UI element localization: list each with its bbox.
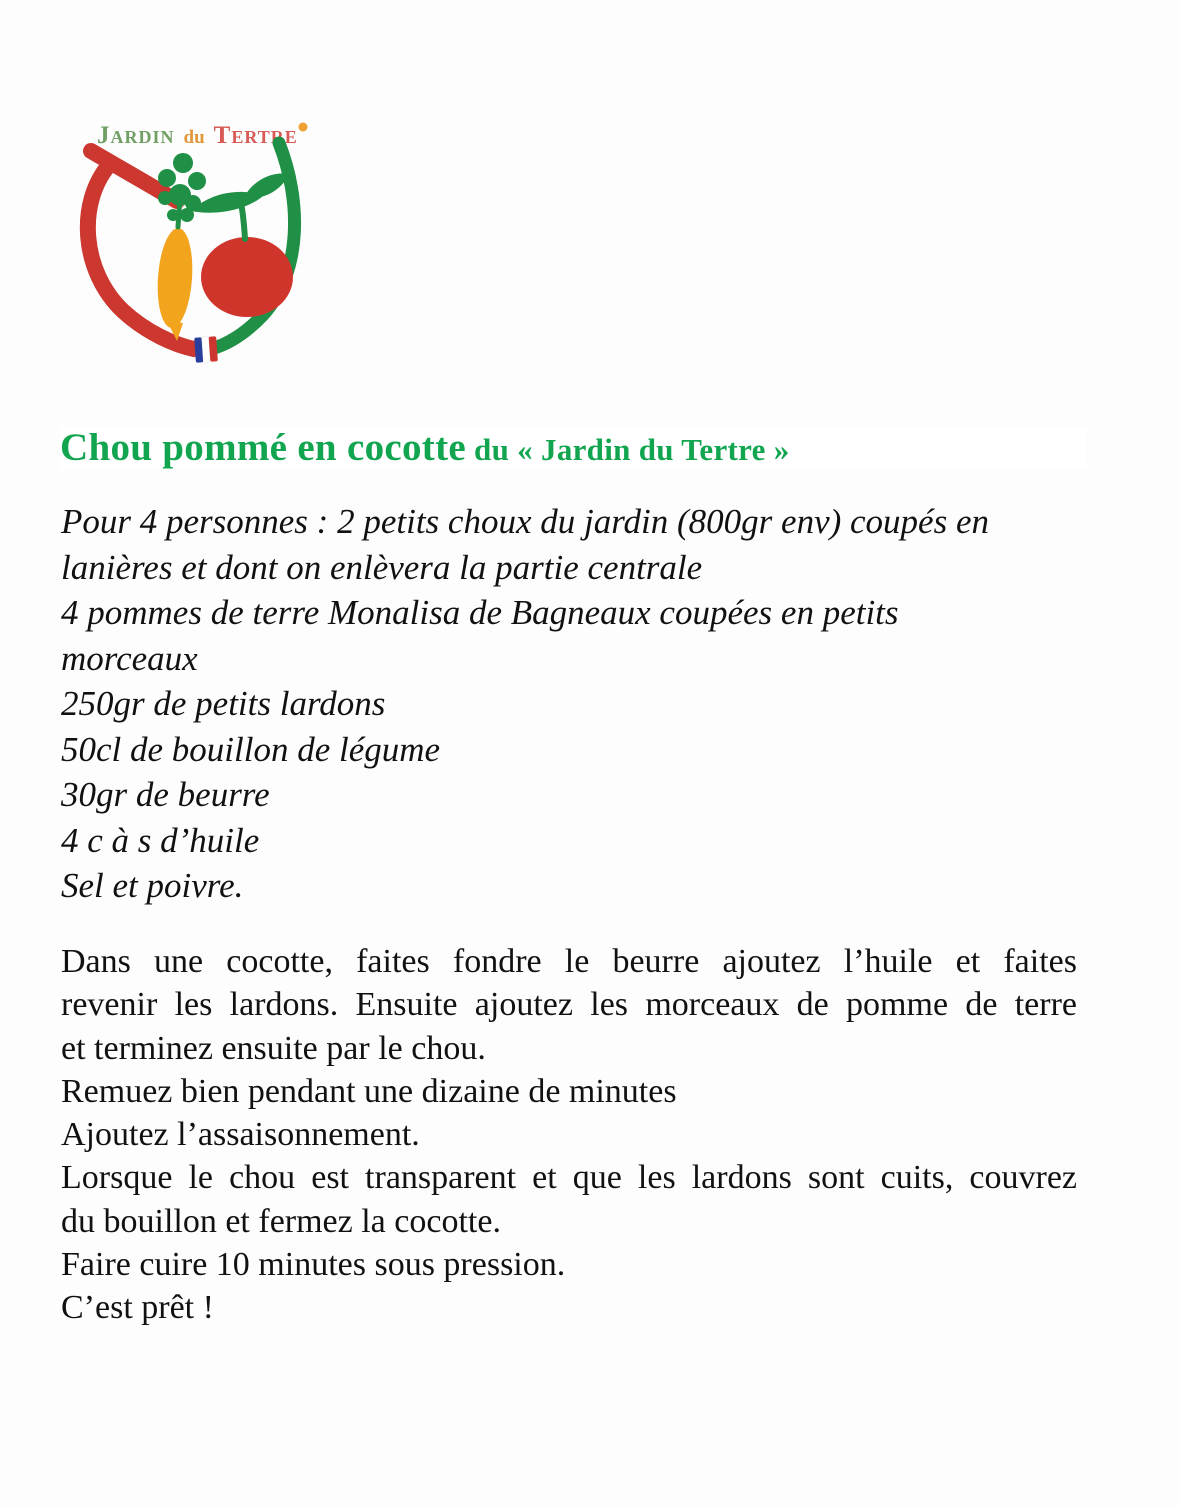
instruction-line: et terminez ensuite par le chou.	[61, 1029, 486, 1067]
instruction-paragraph	[61, 1070, 1077, 1113]
logo-word-jardin: Jardin	[97, 122, 175, 149]
ingredient-line: 4 c à s d’huile	[61, 820, 260, 860]
instruction-line: du bouillon et fermez la cocotte.	[61, 1202, 501, 1240]
instruction-paragraph	[61, 940, 1077, 1070]
jardin-du-tertre-logo	[75, 103, 315, 371]
logo-word-tertre: Tertre	[213, 122, 298, 149]
logo-wordmark	[97, 122, 298, 149]
instruction-paragraph	[61, 1156, 1077, 1243]
instruction-line: Faire cuire 10 minutes sous pression.	[61, 1246, 566, 1284]
page-title-main: Chou pommé en cocotte	[60, 426, 466, 469]
ingredient-line: morceaux	[61, 638, 198, 678]
logo-dot-icon	[299, 123, 308, 132]
tomato-icon	[191, 173, 293, 317]
instruction-paragraph	[61, 1243, 1077, 1286]
instruction-line: revenir les lardons. Ensuite ajoutez les morceaux de pomme de terre	[61, 986, 1077, 1024]
instruction-line: Ajoutez l’assaisonnement.	[61, 1116, 420, 1154]
instruction-line: Remuez bien pendant une dizaine de minutes	[61, 1072, 677, 1110]
instructions-section	[61, 940, 1077, 1330]
ingredient-line: lanières et dont on enlèvera la partie centrale	[61, 547, 703, 587]
french-flag-icon	[194, 336, 218, 362]
ingredient-line: 4 pommes de terre Monalisa de Bagneaux coupées en petits	[61, 593, 899, 632]
ingredient-line: 30gr de beurre	[61, 775, 270, 814]
ingredient-line: 50cl de bouillon de légume	[61, 729, 441, 769]
instruction-line: Lorsque le chou est transparent et que les lardons sont cuits, couvrez	[61, 1159, 1077, 1197]
page-title-suffix: du « Jardin du Tertre »	[465, 432, 790, 467]
ingredient-line: 250gr de petits lardons	[61, 684, 386, 723]
ingredients-section	[61, 499, 1077, 909]
instruction-paragraph	[61, 1113, 1077, 1156]
ingredient-line: Pour 4 personnes : 2 petits choux du jardin (800gr env) coupés en	[61, 502, 989, 541]
carrot-icon	[155, 153, 206, 341]
ingredient-line: Sel et poivre.	[61, 866, 244, 905]
instruction-line: C’est prêt !	[61, 1289, 214, 1327]
logo-word-du: du	[183, 127, 205, 148]
page-title	[60, 427, 1086, 469]
instruction-line: Dans une cocotte, faites fondre le beurre ajoutez l’huile et faites	[61, 943, 1077, 980]
instruction-paragraph	[61, 1286, 1077, 1329]
